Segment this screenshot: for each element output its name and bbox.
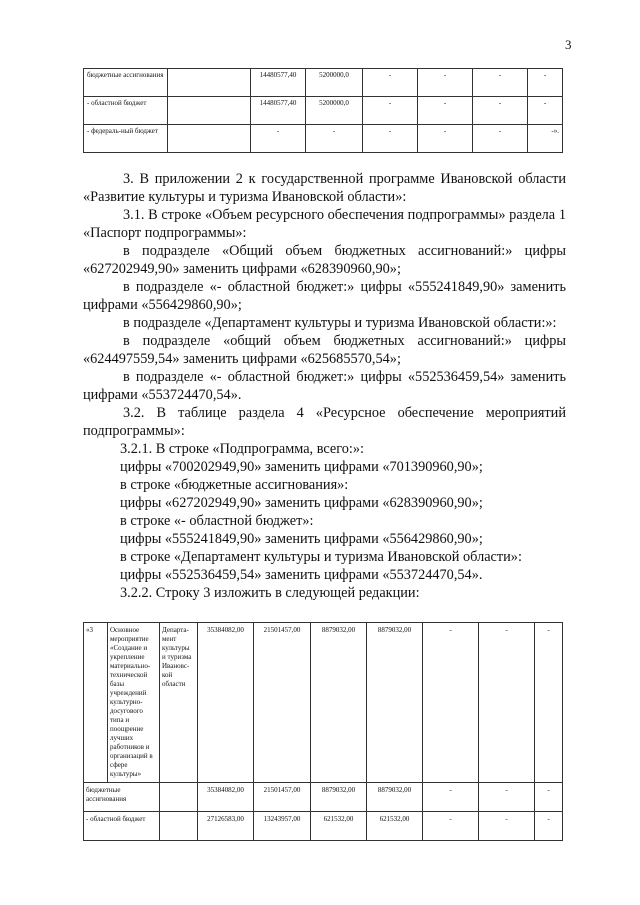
table-cell: 5200000,0 — [306, 97, 363, 125]
paragraph: 3. В приложении 2 к государственной программе Ивановской области «Развитие культуры и туризма Ивановской области»: — [83, 171, 566, 205]
table-cell: - — [479, 783, 535, 812]
table-cell: - — [528, 69, 563, 97]
table-cell: 8879032,00 — [311, 783, 367, 812]
paragraph: 3.2. В таблице раздела 4 «Ресурсное обеспечение мероприятий подпрограммы»: — [83, 405, 566, 439]
table-cell: 35384082,00 — [198, 623, 254, 783]
table-cell: 621532,00 — [311, 812, 367, 841]
table-cell: - — [423, 783, 479, 812]
table-cell: 27126583,00 — [198, 812, 254, 841]
table-cell: Основное мероприятие «Создание и укрепление материально-технической базы учреждений культурно-досугового типа и поощрение лучших работников и организаций в сфере культуры» — [108, 623, 160, 783]
table-cell: - федераль-ный бюджет — [84, 125, 168, 153]
table-cell: - — [363, 97, 418, 125]
table-row — [84, 125, 563, 153]
table-row — [84, 69, 563, 97]
table-cell: бюджетные ассигнования — [84, 783, 160, 812]
table-cell: 21501457,00 — [254, 783, 311, 812]
table-cell: - — [423, 812, 479, 841]
table-cell: - — [473, 97, 528, 125]
table-cell: - — [473, 125, 528, 153]
table-row — [84, 812, 563, 841]
table-cell: Департа-мент культуры и туризма Ивановс-кой области — [160, 623, 198, 783]
table-cell: 8879032,00 — [311, 623, 367, 783]
paragraph: в подразделе «Общий объем бюджетных ассигнований:» цифры «627202949,90» заменить цифрами «628390960,90»; — [83, 243, 566, 277]
table-cell: - — [363, 125, 418, 153]
table-cell: - областной бюджет — [84, 97, 168, 125]
paragraph: 3.2.1. В строке «Подпрограмма, всего:»: — [120, 441, 364, 457]
paragraph: цифры «555241849,90» заменить цифрами «556429860,90»; — [120, 531, 483, 547]
table-cell: - — [528, 97, 563, 125]
table-cell: - — [418, 97, 473, 125]
table-cell: - — [418, 69, 473, 97]
page-number: 3 — [565, 37, 572, 52]
table-cell: - областной бюджет — [84, 812, 160, 841]
table-cell: - — [479, 812, 535, 841]
paragraph: 3.2.2. Строку 3 изложить в следующей редакции: — [120, 585, 420, 601]
table-cell: 8879032,00 — [367, 623, 423, 783]
paragraph: цифры «700202949,90» заменить цифрами «701390960,90»; — [120, 459, 483, 475]
paragraph: в подразделе «общий объем бюджетных ассигнований:» цифры «624497559,54» заменить цифрами «625685570,54»; — [83, 333, 566, 367]
table-cell: 8879032,00 — [367, 783, 423, 812]
table-cell: - — [473, 69, 528, 97]
table-cell: 5200000,0 — [306, 69, 363, 97]
bottom-budget-table — [83, 622, 563, 841]
table-cell: - — [479, 623, 535, 783]
table-cell: «3 — [84, 623, 108, 783]
table-cell: - — [306, 125, 363, 153]
paragraph: цифры «627202949,90» заменить цифрами «628390960,90»; — [120, 495, 483, 511]
table-row — [84, 97, 563, 125]
table-cell: 21501457,00 — [254, 623, 311, 783]
table-cell: 35384082,00 — [198, 783, 254, 812]
table-cell: - — [363, 69, 418, 97]
table-cell: - — [535, 812, 563, 841]
table-cell: -». — [528, 125, 563, 153]
table-cell: 14480577,40 — [251, 69, 306, 97]
table-cell: 14480577,40 — [251, 97, 306, 125]
table-cell: бюджетные ассигнования — [84, 69, 168, 97]
document-body — [83, 170, 566, 602]
paragraph: в подразделе «- областной бюджет:» цифры «552536459,54» заменить цифрами «553724470,54». — [83, 369, 566, 403]
paragraph: 3.1. В строке «Объем ресурсного обеспечения подпрограммы» раздела 1 «Паспорт подпрограммы»: — [83, 207, 566, 241]
table-cell: - — [251, 125, 306, 153]
table-cell: - — [423, 623, 479, 783]
table-cell: 13243957,00 — [254, 812, 311, 841]
paragraph: в строке «- областной бюджет»: — [120, 513, 314, 529]
paragraph: в подразделе «- областной бюджет:» цифры «555241849,90» заменить цифрами «556429860,90»; — [83, 279, 566, 313]
paragraph: цифры «552536459,54» заменить цифрами «553724470,54». — [120, 567, 483, 583]
table-cell: - — [535, 783, 563, 812]
table-cell: - — [535, 623, 563, 783]
table-cell: - — [418, 125, 473, 153]
paragraph: в подразделе «Департамент культуры и туризма Ивановской области:»: — [123, 315, 557, 331]
table-row — [84, 783, 563, 812]
paragraph: в строке «бюджетные ассигнования»: — [120, 477, 349, 493]
paragraph: в строке «Департамент культуры и туризма Ивановской области»: — [120, 549, 522, 565]
table-row — [84, 623, 563, 783]
table-cell: 621532,00 — [367, 812, 423, 841]
top-budget-table — [83, 68, 563, 153]
